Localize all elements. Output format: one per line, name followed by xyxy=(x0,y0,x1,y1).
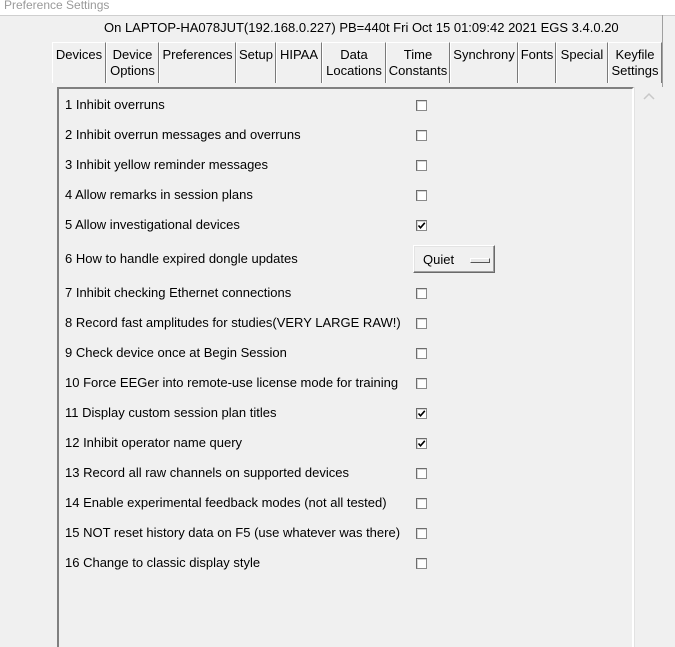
setting-label: 6 How to handle expired dongle updates xyxy=(65,251,298,266)
tab-label: Setup xyxy=(239,47,273,62)
setting-checkbox[interactable] xyxy=(416,190,427,201)
tab-data-locations[interactable] xyxy=(322,42,386,83)
setting-label: 4 Allow remarks in session plans xyxy=(65,187,253,202)
setting-checkbox[interactable] xyxy=(416,438,427,449)
setting-label: 5 Allow investigational devices xyxy=(65,217,240,232)
setting-checkbox[interactable] xyxy=(416,130,427,141)
window-title: Preference Settings xyxy=(4,0,110,12)
setting-checkbox[interactable] xyxy=(416,160,427,171)
setting-checkbox[interactable] xyxy=(416,288,427,299)
setting-checkbox[interactable] xyxy=(416,558,427,569)
tab-label: HIPAA xyxy=(279,47,319,62)
title-bar xyxy=(0,0,675,16)
tab-special[interactable] xyxy=(556,42,608,83)
tab-setup[interactable] xyxy=(236,42,276,83)
setting-label: 16 Change to classic display style xyxy=(65,555,261,570)
setting-checkbox[interactable] xyxy=(416,348,427,359)
setting-label: 12 Inhibit operator name query xyxy=(65,435,243,450)
setting-label: 10 Force EEGer into remote-use license mode for training xyxy=(65,375,399,390)
setting-label: 13 Record all raw channels on supported devices xyxy=(65,465,350,480)
checkmark-icon xyxy=(417,439,426,448)
setting-label: 15 NOT reset history data on F5 (use whatever was there) xyxy=(65,525,401,540)
setting-checkbox[interactable] xyxy=(416,528,427,539)
tab-fonts[interactable] xyxy=(518,42,556,83)
checkmark-icon xyxy=(417,221,426,230)
tab-label: Preferences xyxy=(162,47,233,62)
tab-label: Synchrony xyxy=(453,47,515,62)
setting-label: 9 Check device once at Begin Session xyxy=(65,345,287,360)
tab-hipaa[interactable] xyxy=(276,42,322,83)
chevron-up-icon[interactable] xyxy=(643,91,655,101)
tab-label: Fonts xyxy=(520,47,554,62)
tab-label: Device xyxy=(112,47,153,62)
setting-label: 7 Inhibit checking Ethernet connections xyxy=(65,285,292,300)
setting-checkbox[interactable] xyxy=(416,220,427,231)
tab-device-options[interactable] xyxy=(106,42,159,83)
tab-label: Special xyxy=(560,47,604,62)
setting-label: 11 Display custom session plan titles xyxy=(65,405,277,420)
checkmark-icon xyxy=(417,409,426,418)
tab-devices[interactable] xyxy=(52,42,106,83)
tab-label: Constants xyxy=(388,63,448,78)
tab-label: Time xyxy=(403,47,433,62)
status-line: On LAPTOP-HA078JUT(192.168.0.227) PB=440t Fri Oct 15 01:09:42 2021 EGS 3.4.0.20 xyxy=(104,20,619,35)
tab-label: Keyfile xyxy=(615,47,655,62)
dongle-update-mode-dropdown[interactable] xyxy=(413,245,495,273)
vertical-scrollbar[interactable] xyxy=(634,87,663,647)
setting-checkbox[interactable] xyxy=(416,498,427,509)
setting-checkbox[interactable] xyxy=(416,378,427,389)
tab-label: Options xyxy=(110,63,155,78)
setting-label: 3 Inhibit yellow reminder messages xyxy=(65,157,269,172)
setting-checkbox[interactable] xyxy=(416,318,427,329)
tab-time-constants[interactable] xyxy=(386,42,450,83)
setting-label: 1 Inhibit overruns xyxy=(65,97,165,112)
tab-keyfile-settings[interactable] xyxy=(608,42,662,83)
tab-label: Locations xyxy=(326,63,382,78)
setting-checkbox[interactable] xyxy=(416,408,427,419)
tab-synchrony[interactable] xyxy=(450,42,518,83)
tab-label: Devices xyxy=(55,47,103,62)
tab-label: Settings xyxy=(611,63,659,78)
setting-label: 2 Inhibit overrun messages and overruns xyxy=(65,127,301,142)
setting-checkbox[interactable] xyxy=(416,100,427,111)
tab-label: Data xyxy=(340,47,368,62)
option-menu-indicator-icon xyxy=(470,258,490,263)
tab-preferences[interactable] xyxy=(159,42,236,83)
setting-checkbox[interactable] xyxy=(416,468,427,479)
setting-label: 8 Record fast amplitudes for studies(VERY LARGE RAW!) xyxy=(65,315,401,330)
setting-label: 14 Enable experimental feedback modes (not all tested) xyxy=(65,495,387,510)
dropdown-value: Quiet xyxy=(423,252,455,267)
